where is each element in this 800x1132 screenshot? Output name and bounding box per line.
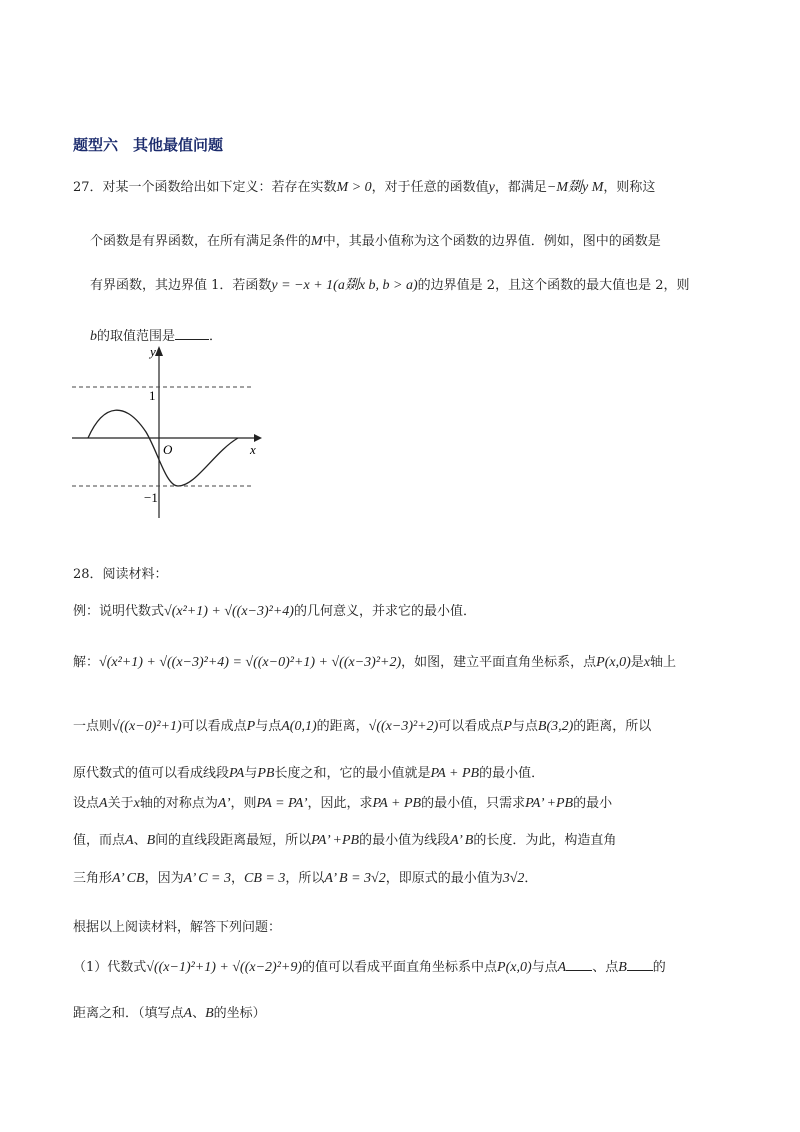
text: 设点 [73,796,100,811]
text: 个函数是有界函数，在所有满足条件的 [90,234,312,249]
answer-blank-b[interactable] [627,958,653,971]
math: −M剟y M [546,180,604,195]
math: √((x−1)²+1) + √((x−2)²+9) [146,960,303,975]
text: ，即原式的最小值为 [385,871,503,886]
text: ． [209,329,223,344]
math: A [183,1006,193,1021]
text: 、点 [592,960,619,975]
text: 、 [192,1006,206,1021]
text: 中，其最小值称为这个函数的边界值．例如，图中的函数是 [322,234,661,249]
text: 轴的对称点为 [139,796,218,811]
q28-solution [73,651,676,671]
text: ，所以 [285,871,325,886]
x-label: x [250,442,256,457]
math: A’ [217,796,231,811]
text: 一点则 [73,719,113,734]
math: PA’ +PB [311,833,360,848]
answer-blank[interactable] [175,327,209,340]
math: B(3,2) [537,719,574,734]
text: 的最小值，只需求 [421,796,526,811]
math: √((x−0)²+1) [112,719,182,734]
q27-line-2 [90,230,661,250]
math: b [90,329,97,344]
text: 例：说明代数式 [73,604,165,619]
y-axis-arrow-icon [155,346,163,356]
text: 值，而点 [73,833,126,848]
text: 的几何意义，并求它的最小值． [293,604,476,619]
math: P [246,719,256,734]
text: 与点 [511,719,538,734]
q28-line-3 [73,715,651,735]
text: 解： [73,655,100,670]
q28-part-1-line-2 [73,1002,266,1022]
text: ，因为 [144,871,184,886]
text: 的最小值． [479,766,545,781]
text: 长度之和，它的最小值就是 [274,766,431,781]
math: √((x−3)²+2) [368,719,439,734]
text: 距离之和．（填写点 [73,1006,184,1021]
math: A’ B [450,833,474,848]
q28-line-6 [73,829,616,849]
q28-example [73,600,476,620]
text: 有界函数，其边界值 1．若函数 [90,278,272,293]
text: 的 [652,960,666,975]
math: PB [257,766,275,781]
text: 的距离， [316,719,369,734]
text: 的最小值为线段 [359,833,451,848]
math: 3√2 [502,871,525,886]
text: ，则 [230,796,257,811]
math: PA [229,766,245,781]
q28-part-1 [73,956,666,976]
math: PA + PB [430,766,480,781]
text: 原代数式的值可以看成线段 [73,766,230,781]
math: M [311,234,323,249]
text: 的距离，所以 [573,719,652,734]
math: CB = 3 [244,871,286,886]
text: 的坐标） [213,1006,266,1021]
tick-label-1: 1 [149,388,156,403]
tick-label-minus-1: −1 [144,490,158,505]
q28-line-8: 根据以上阅读材料，解答下列问题： [73,920,282,935]
q28-line-4 [73,762,544,782]
answer-blank-a[interactable] [566,958,592,971]
q28-line-5 [73,792,612,812]
q27-line-3 [90,274,689,294]
math: P(x,0) [497,960,532,975]
math: x [133,796,140,811]
q27-function-graph [66,342,266,522]
text: 是 [630,655,644,670]
text: ， [231,871,245,886]
text: 可以看成点 [181,719,247,734]
math: P [503,719,512,734]
math: B [618,960,627,975]
y-label: y [150,344,156,359]
math: √(x²+1) + √((x−3)²+4) [164,604,294,619]
text: 的值可以看成平面直角坐标系中点 [302,960,498,975]
text: 三角形 [73,871,113,886]
math: y [488,180,495,195]
text: 的边界值是 2，且这个函数的最大值也是 2，则 [417,278,690,293]
text: ，如图，建立平面直角坐标系，点 [401,655,597,670]
text: ，因此，求 [307,796,373,811]
text: ． [524,871,538,886]
math: A [125,833,134,848]
origin-label: O [163,442,173,457]
math: A [557,960,567,975]
text: ，对于任意的函数值 [371,180,489,195]
math: PA = PA’ [256,796,308,811]
q27-line-1 [73,176,655,196]
text: 与 [244,766,258,781]
text: 轴上 [649,655,676,670]
text: 关于 [107,796,134,811]
math: A’ CB [112,871,145,886]
math: B [205,1006,214,1021]
math: A [99,796,108,811]
math: PA’ +PB [525,796,574,811]
q28-line-1: 28．阅读材料： [73,567,168,582]
text: 、 [133,833,147,848]
math: A(0,1) [281,719,317,734]
math: √(x²+1) + √((x−3)²+4) = √((x−0)²+1) + √((x−3)²+2) [99,655,402,670]
text: 与点 [531,960,558,975]
text: 27．对某一个函数给出如下定义：若存在实数 [73,180,337,195]
text: （1）代数式 [73,960,147,975]
text: ，则称这 [603,180,656,195]
math: x [643,655,650,670]
math: PA + PB [372,796,422,811]
x-axis-arrow-icon [254,434,262,442]
text: ，都满足 [494,180,547,195]
section-title: 题型六 其他最值问题 [73,136,224,154]
text: 与点 [255,719,282,734]
text: 可以看成点 [438,719,504,734]
text: 的最小 [573,796,613,811]
math: A’ B = 3√2 [324,871,386,886]
math: B [146,833,156,848]
math: M > 0 [336,180,372,195]
q28-line-7 [73,867,537,887]
math: P(x,0) [596,655,631,670]
text: 的取值范围是 [97,329,176,344]
math: y = −x + 1(a剟x b, b > a) [271,278,418,293]
text: 的长度．为此，构造直角 [473,833,617,848]
math: A’ C = 3 [183,871,232,886]
text: 间的直线段距离最短，所以 [155,833,312,848]
